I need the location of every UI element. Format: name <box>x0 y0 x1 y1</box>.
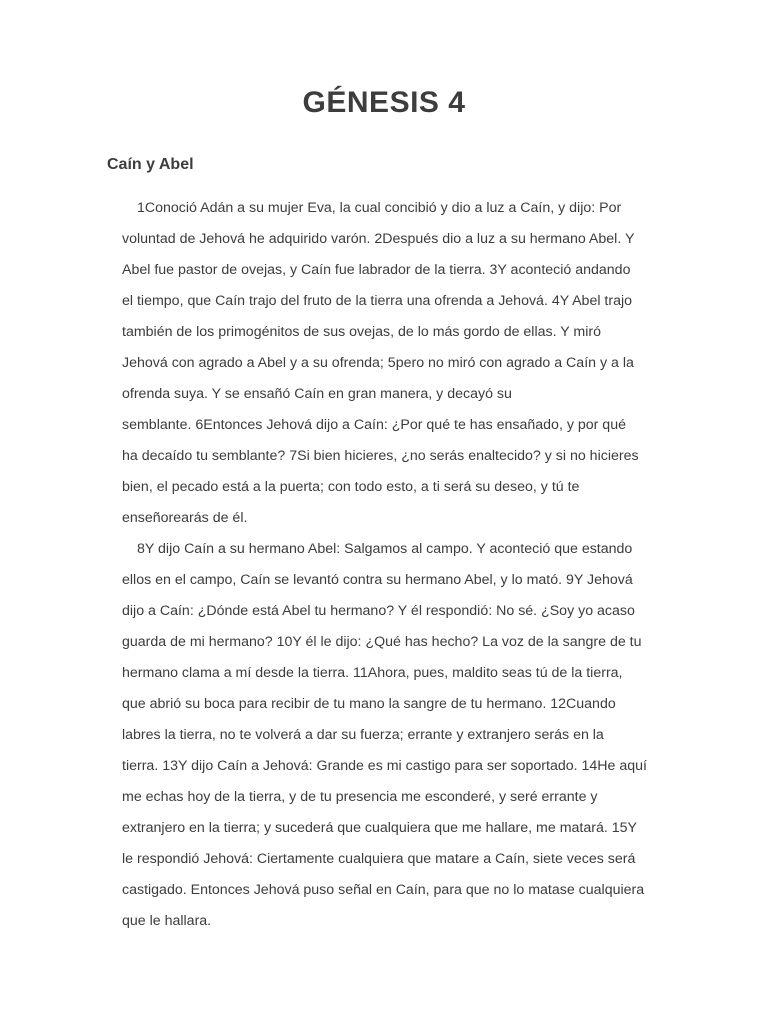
text-line: me echas hoy de la tierra, y de tu presencia me esconderé, y seré errante y <box>122 789 598 805</box>
text-line: bien, el pecado está a la puerta; con todo esto, a ti será su deseo, y tú te <box>122 479 580 495</box>
text-line: también de los primogénitos de sus ovejas, de lo más gordo de ellas. Y miró <box>122 324 601 340</box>
text-line: guarda de mi hermano? 10Y él le dijo: ¿Qué has hecho? La voz de la sangre de tu <box>122 634 642 650</box>
paragraph-1 <box>107 193 662 534</box>
text-line: 1Conoció Adán a su mujer Eva, la cual concibió y dio a luz a Caín, y dijo: Por <box>137 200 622 216</box>
text-line: enseñorearás de él. <box>122 510 248 526</box>
text-line: extranjero en la tierra; y sucederá que cualquiera que me hallare, me matará. 15Y <box>122 820 637 836</box>
text-line: ellos en el campo, Caín se levantó contra su hermano Abel, y lo mató. 9Y Jehová <box>122 572 633 588</box>
text-line: ofrenda suya. Y se ensañó Caín en gran manera, y decayó su <box>122 386 512 402</box>
section-heading: Caín y Abel <box>107 156 194 173</box>
text-line: el tiempo, que Caín trajo del fruto de la tierra una ofrenda a Jehová. 4Y Abel trajo <box>122 293 633 309</box>
text-line: Jehová con agrado a Abel y a su ofrenda; 5pero no miró con agrado a Caín y a la <box>122 355 634 371</box>
text-line: que abrió su boca para recibir de tu mano la sangre de tu hermano. 12Cuando <box>122 696 616 712</box>
page-title: GÉNESIS 4 <box>302 86 466 119</box>
text-line: voluntad de Jehová he adquirido varón. 2Después dio a luz a su hermano Abel. Y <box>122 231 635 247</box>
text-line: 8Y dijo Caín a su hermano Abel: Salgamos al campo. Y aconteció que estando <box>137 541 633 557</box>
text-line: hermano clama a mí desde la tierra. 11Ahora, pues, maldito seas tú de la tierra, <box>122 665 623 681</box>
paragraph-2 <box>107 534 662 937</box>
text-line: ha decaído tu semblante? 7Si bien hicieres, ¿no serás enaltecido? y si no hicieres <box>122 448 639 464</box>
text-line: tierra. 13Y dijo Caín a Jehová: Grande es mi castigo para ser soportado. 14He aquí <box>122 758 647 774</box>
text-line: que le hallara. <box>122 913 212 929</box>
text-line: semblante. 6Entonces Jehová dijo a Caín: ¿Por qué te has ensañado, y por qué <box>122 417 626 433</box>
text-line: Abel fue pastor de ovejas, y Caín fue labrador de la tierra. 3Y aconteció andando <box>122 262 631 278</box>
text-line: le respondió Jehová: Ciertamente cualquiera que matare a Caín, siete veces será <box>122 851 636 867</box>
text-line: castigado. Entonces Jehová puso señal en Caín, para que no lo matase cualquiera <box>122 882 645 898</box>
text-line: labres la tierra, no te volverá a dar su fuerza; errante y extranjero serás en la <box>122 727 604 743</box>
text-line: dijo a Caín: ¿Dónde está Abel tu hermano? Y él respondió: No sé. ¿Soy yo acaso <box>122 603 635 619</box>
body-text <box>107 193 662 937</box>
